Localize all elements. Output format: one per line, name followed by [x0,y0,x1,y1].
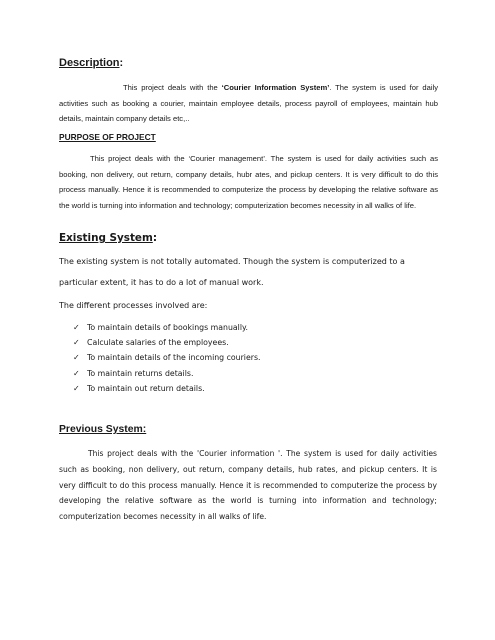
list-item-text: To maintain returns details. [87,368,194,378]
description-heading-text: Description [59,57,120,69]
check-icon: ✓ [73,383,80,393]
check-icon: ✓ [73,353,80,363]
list-item-text: Calculate salaries of the employees. [87,338,229,348]
description-text-before: This project deals with the [123,83,222,92]
check-icon: ✓ [73,368,80,378]
existing-line-1: The existing system is not totally automated. Though the system is computerized to a [59,257,405,266]
description-heading-colon: : [119,57,124,69]
list-item-text: To maintain out return details. [87,383,205,393]
check-icon: ✓ [73,323,80,332]
existing-system-heading [59,232,157,244]
list-item [73,335,261,350]
previous-system-heading: Previous System: [59,424,147,435]
purpose-heading: PURPOSE OF PROJECT [59,132,156,142]
description-paragraph [59,80,438,127]
list-item [73,366,261,381]
processes-intro: The different processes involved are: [59,301,208,310]
list-item [73,381,261,396]
description-text-after: . The system is used for daily activities such as booking a courier, maintain employee details, process payroll of employees, maintain hub details, maintain company details etc,.. [59,83,438,123]
existing-system-heading-text: Existing System [59,232,153,244]
list-item-text: To maintain details of bookings manually. [87,323,248,332]
purpose-paragraph: This project deals with the ‘Courier management’. The system is used for daily activities such as booking, non delivery, out return, company details, hubr ates, and pickup centers. It is very difficult to do this process manually. Hence it is recommended to computerize the process by developing the relative software as the world is turning into information and technology; computerization becomes necessity in all walks of life. [59,154,438,210]
existing-system-heading-colon: : [152,232,157,244]
description-heading [59,57,123,69]
check-icon: ✓ [73,338,80,348]
previous-system-paragraph: This project deals with the 'Courier information '. The system is used for daily activities such as booking, non delivery, out return, company details, hub rates, and pickup centers. It is very difficult to do this process manually. Hence it is recommended to computerize the process by developing the relative software as the world is turning into information and technology; computerization becomes necessity in all walks of life. [59,449,437,522]
list-item-text: To maintain details of the incoming couriers. [87,353,261,363]
list-item [73,320,261,335]
process-checklist [73,320,261,396]
list-item [73,350,261,365]
description-project-name: ‘Courier Information System’ [221,83,330,92]
existing-line-2: particular extent, it has to do a lot of manual work. [59,278,264,287]
